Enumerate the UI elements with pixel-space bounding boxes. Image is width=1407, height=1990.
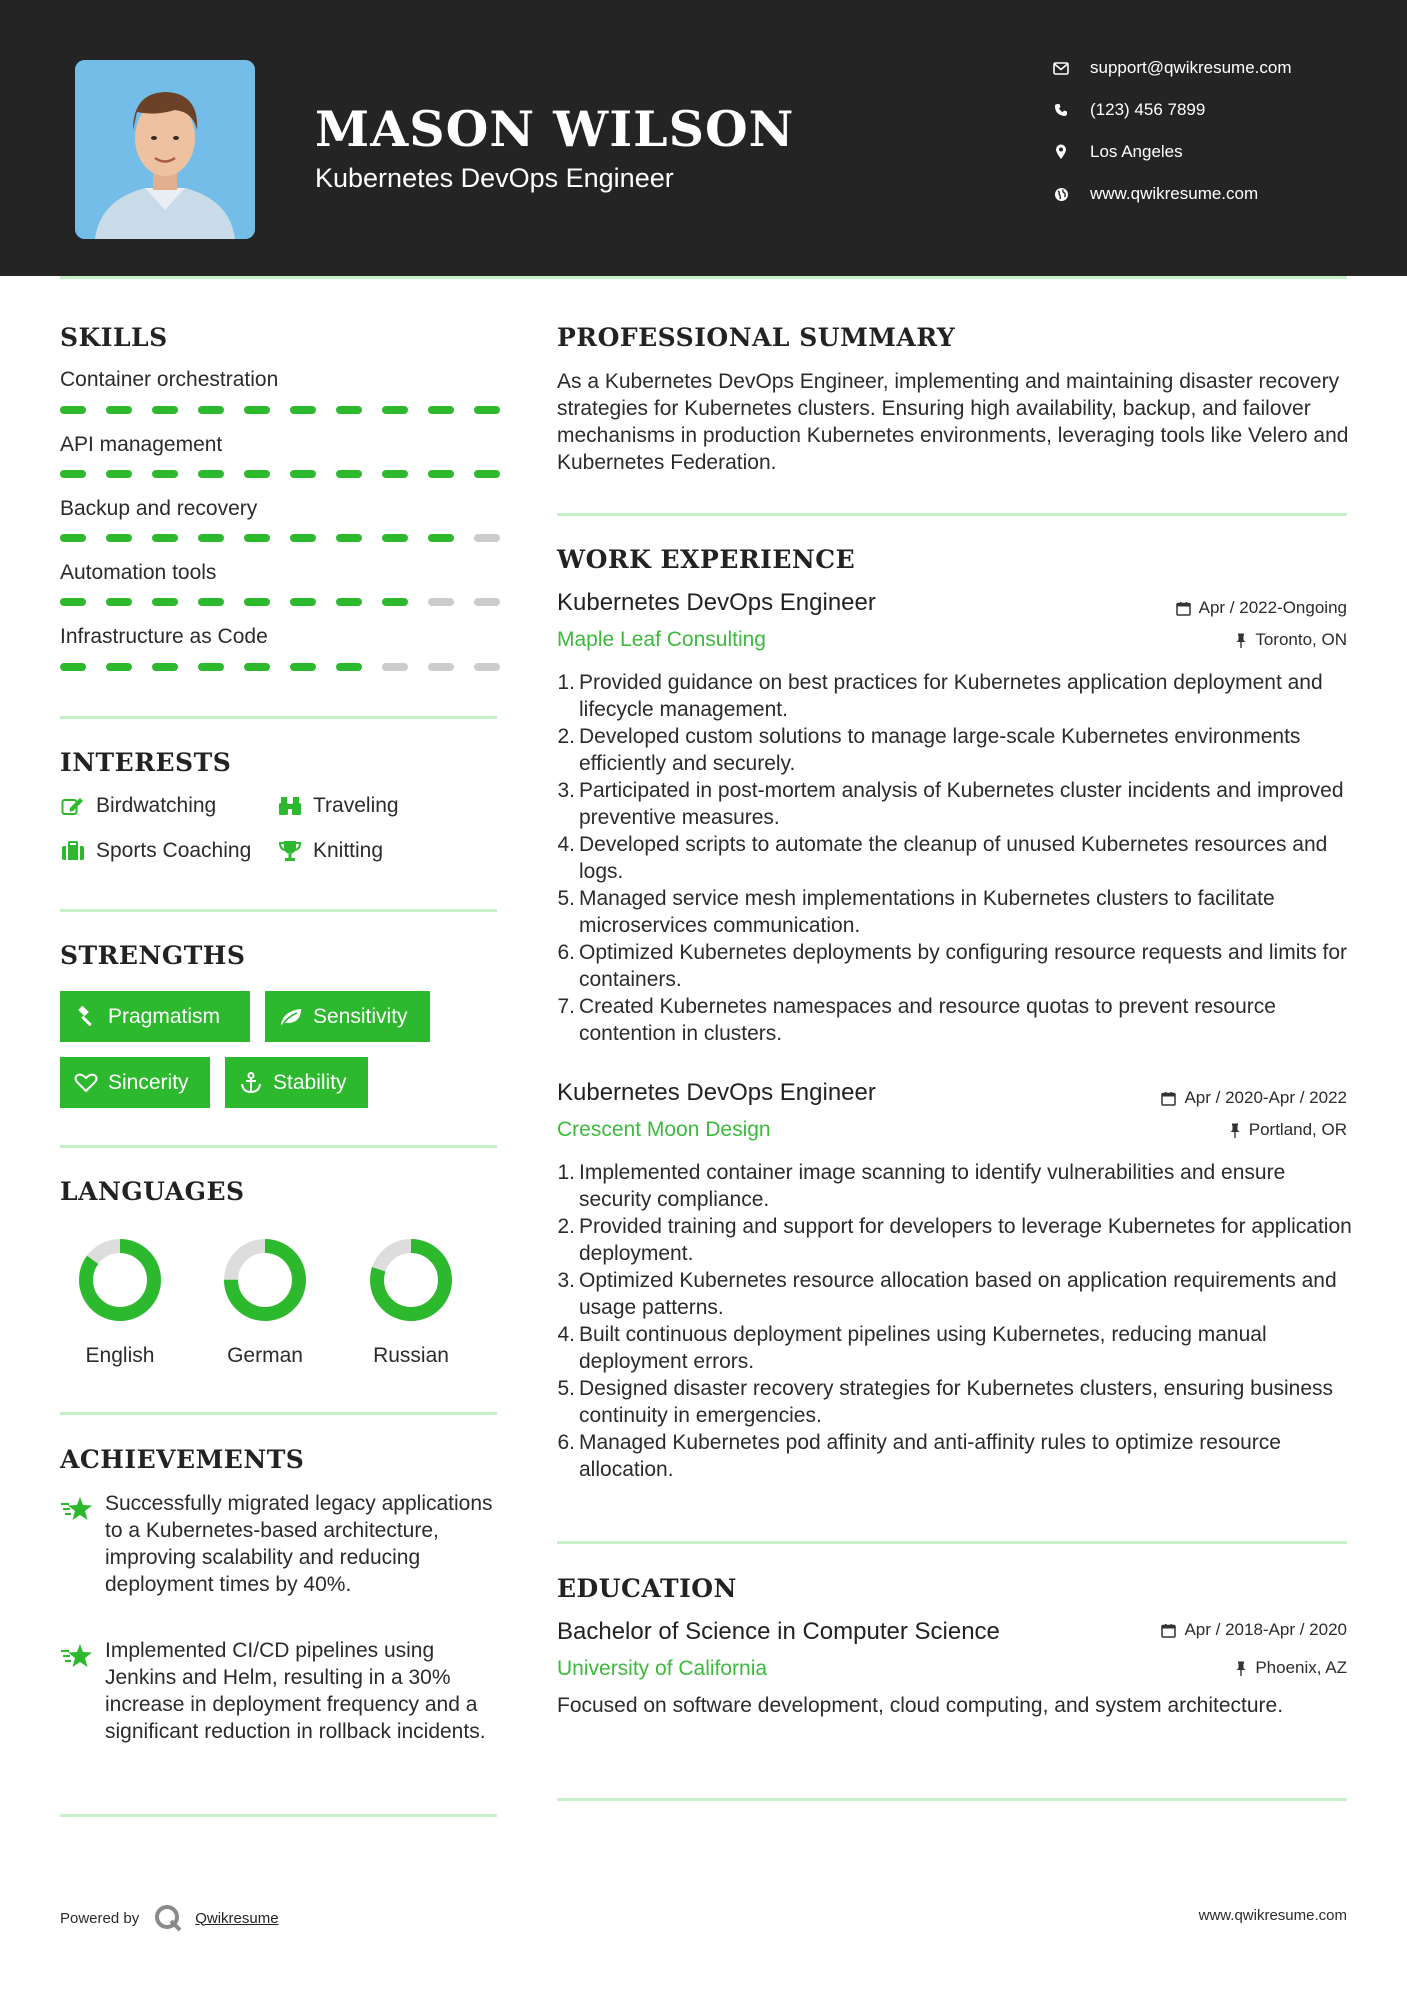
skill-dot-filled <box>290 663 316 671</box>
skill-dot-filled <box>290 598 316 606</box>
skill-dot-filled <box>474 470 500 478</box>
job-company: Crescent Moon Design <box>557 1118 771 1141</box>
skill-dot-filled <box>152 406 178 414</box>
skill-dot-filled <box>428 470 454 478</box>
skill-dot-filled <box>198 663 224 671</box>
skill-dot-filled <box>336 470 362 478</box>
gavel-icon <box>74 1006 98 1028</box>
skill-dot-filled <box>60 470 86 478</box>
skill-dot-filled <box>336 598 362 606</box>
education-school: University of California <box>557 1657 768 1680</box>
calendar-icon <box>1161 1091 1176 1106</box>
section-divider <box>557 513 1347 516</box>
interests-title: INTERESTS <box>60 748 232 777</box>
language-label: Russian <box>373 1344 449 1367</box>
skill-dot-filled <box>244 470 270 478</box>
interest-item <box>60 839 251 863</box>
job-bullet <box>553 831 1353 885</box>
bullet-text: Designed disaster recovery strategies for Kubernetes clusters, ensuring business continuity in emergencies. <box>579 1377 1334 1427</box>
summary-title: PROFESSIONAL SUMMARY <box>557 323 956 352</box>
bullet-number: 1. <box>557 671 575 694</box>
strength-badge <box>60 1057 210 1108</box>
skill-dot-filled <box>428 406 454 414</box>
bullet-number: 2. <box>557 1215 575 1238</box>
resume-header <box>0 0 1407 276</box>
job-location <box>1235 630 1347 650</box>
section-divider <box>60 909 497 912</box>
interest-label: Knitting <box>313 839 384 862</box>
bullet-number: 4. <box>557 833 575 856</box>
bullet-text: Provided guidance on best practices for Kubernetes application deployment and lifecycle management. <box>579 671 1323 721</box>
skill-dot-filled <box>336 663 362 671</box>
achievements-title: ACHIEVEMENTS <box>60 1445 305 1474</box>
skill-dot-filled <box>60 598 86 606</box>
interest-item <box>277 794 399 818</box>
skill-dot-filled <box>428 534 454 542</box>
trophy-icon <box>277 840 303 862</box>
interest-item <box>277 839 383 863</box>
job-dates-text: Apr / 2022-Ongoing <box>1198 598 1347 617</box>
footer-powered-by <box>60 1903 279 1933</box>
skill-dot-filled <box>106 406 132 414</box>
star-icon <box>60 1643 94 1674</box>
bullet-text: Managed service mesh implementations in Kubernetes clusters to facilitate microservices communication. <box>579 887 1275 937</box>
achievement-text: Implemented CI/CD pipelines using Jenkins and Helm, resulting in a 30% increase in deployment frequency and a significant reduction in rollback incidents. <box>105 1639 486 1743</box>
skill-dot-filled <box>382 534 408 542</box>
skill-rating <box>60 406 497 414</box>
job-bullet <box>553 1375 1353 1429</box>
skill-dot-empty <box>428 663 454 671</box>
skill-dot-filled <box>382 406 408 414</box>
job-dates <box>1176 598 1347 618</box>
phone-icon <box>1050 103 1072 117</box>
profile-photo <box>75 60 255 239</box>
skill-dot-filled <box>152 470 178 478</box>
skill-rating <box>60 663 497 671</box>
skill-dot-filled <box>244 534 270 542</box>
experience-title: WORK EXPERIENCE <box>557 545 856 574</box>
job-dates <box>1161 1088 1347 1108</box>
contact-phone[interactable] <box>1050 100 1205 120</box>
bullet-text: Created Kubernetes namespaces and resource quotas to prevent resource contention in clusters. <box>579 995 1276 1045</box>
job-bullet <box>553 669 1353 723</box>
skill-dot-empty <box>382 663 408 671</box>
contact-email[interactable] <box>1050 58 1292 78</box>
language-rings <box>60 1230 497 1330</box>
interest-label: Traveling <box>313 794 399 817</box>
job-location-text: Portland, OR <box>1248 1120 1347 1139</box>
skill-dot-filled <box>336 406 362 414</box>
job-location <box>1229 1120 1347 1140</box>
powered-by-text: Powered by <box>60 1909 140 1927</box>
job-dates-text: Apr / 2020-Apr / 2022 <box>1184 1088 1347 1107</box>
skill-dot-filled <box>382 470 408 478</box>
strength-label: Pragmatism <box>108 1004 221 1028</box>
job-company: Maple Leaf Consulting <box>557 628 766 651</box>
skill-dot-empty <box>474 534 500 542</box>
education-title: EDUCATION <box>557 1574 737 1603</box>
skill-dot-filled <box>60 406 86 414</box>
bullet-text: Developed scripts to automate the cleanup of unused Kubernetes resources and logs. <box>579 833 1328 883</box>
section-divider <box>60 1814 497 1817</box>
skill-dot-filled <box>290 406 316 414</box>
binoculars-icon <box>277 796 303 816</box>
skill-rating <box>60 534 497 542</box>
skill-dot-empty <box>428 598 454 606</box>
skill-rating <box>60 598 497 606</box>
job-bullet <box>553 1429 1353 1483</box>
calendar-icon <box>1176 601 1191 616</box>
strength-badge <box>60 991 250 1042</box>
job-bullet <box>553 885 1353 939</box>
bullet-number: 5. <box>557 1377 575 1400</box>
bullet-text: Optimized Kubernetes resource allocation based on application requirements and usage patterns. <box>579 1269 1337 1319</box>
bullet-number: 7. <box>557 995 575 1018</box>
job-bullet <box>553 723 1353 777</box>
contact-location-text: Los Angeles <box>1090 142 1183 161</box>
pin-icon <box>1229 1123 1241 1138</box>
contact-website-text: www.qwikresume.com <box>1090 184 1259 203</box>
skill-dot-filled <box>152 663 178 671</box>
strength-label: Sensitivity <box>313 1004 408 1028</box>
job-bullets <box>553 1159 1353 1483</box>
bullet-number: 3. <box>557 1269 575 1292</box>
skill-dot-filled <box>474 406 500 414</box>
achievement-text: Successfully migrated legacy applications to a Kubernetes-based architecture, improving scalability and reducing deployment times by 40%. <box>105 1492 493 1596</box>
skill-dot-empty <box>474 598 500 606</box>
skill-dot-filled <box>60 663 86 671</box>
skill-label: Infrastructure as Code <box>60 625 268 648</box>
interest-item <box>60 794 216 818</box>
strengths-title: STRENGTHS <box>60 941 246 970</box>
bullet-number: 1. <box>557 1161 575 1184</box>
skill-dot-filled <box>106 598 132 606</box>
skill-label: Container orchestration <box>60 368 279 391</box>
job-bullet <box>553 939 1353 993</box>
bullet-text: Developed custom solutions to manage large-scale Kubernetes environments efficiently and securely. <box>579 725 1301 775</box>
education-dates <box>1161 1620 1347 1640</box>
bullet-number: 2. <box>557 725 575 748</box>
skill-dot-filled <box>382 598 408 606</box>
language-label: German <box>227 1344 303 1367</box>
bullet-number: 3. <box>557 779 575 802</box>
skill-dot-empty <box>474 663 500 671</box>
languages-title: LANGUAGES <box>60 1177 245 1206</box>
brand-link[interactable]: Qwikresume <box>195 1909 279 1927</box>
skill-dot-filled <box>244 663 270 671</box>
bullet-text: Participated in post-mortem analysis of Kubernetes cluster incidents and improved preventive measures. <box>579 779 1344 829</box>
skill-dot-filled <box>106 470 132 478</box>
skill-dot-filled <box>290 470 316 478</box>
contact-location <box>1050 142 1183 162</box>
bullet-number: 4. <box>557 1323 575 1346</box>
pin-icon <box>1235 633 1247 648</box>
skill-dot-filled <box>106 534 132 542</box>
contact-email-text: support@qwikresume.com <box>1090 58 1292 77</box>
bullet-text: Provided training and support for developers to leverage Kubernetes for application deployment. <box>579 1215 1352 1265</box>
job-bullet <box>553 1159 1353 1213</box>
contact-phone-text: (123) 456 7899 <box>1090 100 1206 119</box>
envelope-icon <box>1050 62 1072 75</box>
skill-dot-filled <box>244 406 270 414</box>
strength-label: Stability <box>273 1070 347 1094</box>
skill-label: API management <box>60 433 223 456</box>
skill-dot-filled <box>198 598 224 606</box>
job-role: Kubernetes DevOps Engineer <box>557 1079 876 1106</box>
qwikresume-logo-icon <box>153 1903 183 1933</box>
skill-dot-filled <box>244 598 270 606</box>
heart-icon <box>74 1073 98 1093</box>
skill-dot-filled <box>106 663 132 671</box>
map-pin-icon <box>1050 144 1072 160</box>
job-bullet <box>553 1267 1353 1321</box>
job-bullet <box>553 1321 1353 1375</box>
section-divider <box>60 716 497 719</box>
bullet-text: Managed Kubernetes pod affinity and anti-affinity rules to optimize resource allocation. <box>579 1431 1281 1481</box>
education-location <box>1235 1658 1347 1678</box>
skill-dot-filled <box>152 598 178 606</box>
strength-badge <box>265 991 430 1042</box>
calendar-icon <box>1161 1623 1176 1638</box>
anchor-icon <box>239 1072 263 1094</box>
education-dates-text: Apr / 2018-Apr / 2020 <box>1184 1620 1347 1639</box>
skill-dot-filled <box>290 534 316 542</box>
skill-dot-filled <box>198 406 224 414</box>
footer-website[interactable]: www.qwikresume.com <box>1198 1907 1347 1924</box>
skill-dot-filled <box>152 534 178 542</box>
education-location-text: Phoenix, AZ <box>1255 1658 1347 1677</box>
header-divider <box>60 276 1347 279</box>
job-bullet <box>553 777 1353 831</box>
education-description: Focused on software development, cloud computing, and system architecture. <box>557 1694 1284 1717</box>
skills-title: SKILLS <box>60 323 168 352</box>
edit-icon <box>60 796 86 816</box>
bullet-text: Implemented container image scanning to identify vulnerabilities and ensure security compliance. <box>579 1161 1286 1211</box>
job-location-text: Toronto, ON <box>1255 630 1347 649</box>
suitcase-icon <box>60 841 86 861</box>
bullet-number: 6. <box>557 941 575 964</box>
candidate-title: Kubernetes DevOps Engineer <box>315 163 674 193</box>
bullet-text: Optimized Kubernetes deployments by configuring resource requests and limits for containers. <box>579 941 1348 991</box>
pin-icon <box>1235 1661 1247 1676</box>
section-divider <box>557 1541 1347 1544</box>
skill-dot-filled <box>198 470 224 478</box>
bullet-text: Built continuous deployment pipelines using Kubernetes, reducing manual deployment errors. <box>579 1323 1267 1373</box>
education-degree: Bachelor of Science in Computer Science <box>557 1618 1000 1645</box>
leaf-icon <box>279 1007 303 1027</box>
star-icon <box>60 1496 94 1527</box>
job-bullets <box>553 669 1353 1047</box>
contact-website[interactable] <box>1050 184 1258 204</box>
summary-text: As a Kubernetes DevOps Engineer, implementing and maintaining disaster recovery strategies for Kubernetes clusters. Ensuring high availability, backup, and failover mechanisms in production Kubernetes environments, leveraging tools like Velero and Kubernetes Federation. <box>557 370 1349 474</box>
skill-dot-filled <box>336 534 362 542</box>
skill-label: Backup and recovery <box>60 497 258 520</box>
skill-dot-filled <box>198 534 224 542</box>
strength-badge <box>225 1057 368 1108</box>
globe-icon <box>1050 187 1072 202</box>
section-divider <box>60 1145 497 1148</box>
section-divider <box>60 1412 497 1415</box>
job-bullet <box>553 1213 1353 1267</box>
skill-label: Automation tools <box>60 561 217 584</box>
skill-dot-filled <box>60 534 86 542</box>
bullet-number: 5. <box>557 887 575 910</box>
job-role: Kubernetes DevOps Engineer <box>557 589 876 616</box>
candidate-name: MASON WILSON <box>315 100 795 158</box>
section-divider <box>557 1798 1347 1801</box>
bullet-number: 6. <box>557 1431 575 1454</box>
language-label: English <box>85 1344 155 1367</box>
skill-rating <box>60 470 497 478</box>
interest-label: Sports Coaching <box>96 839 252 862</box>
strength-label: Sincerity <box>108 1070 189 1094</box>
job-bullet <box>553 993 1353 1047</box>
interest-label: Birdwatching <box>96 794 217 817</box>
